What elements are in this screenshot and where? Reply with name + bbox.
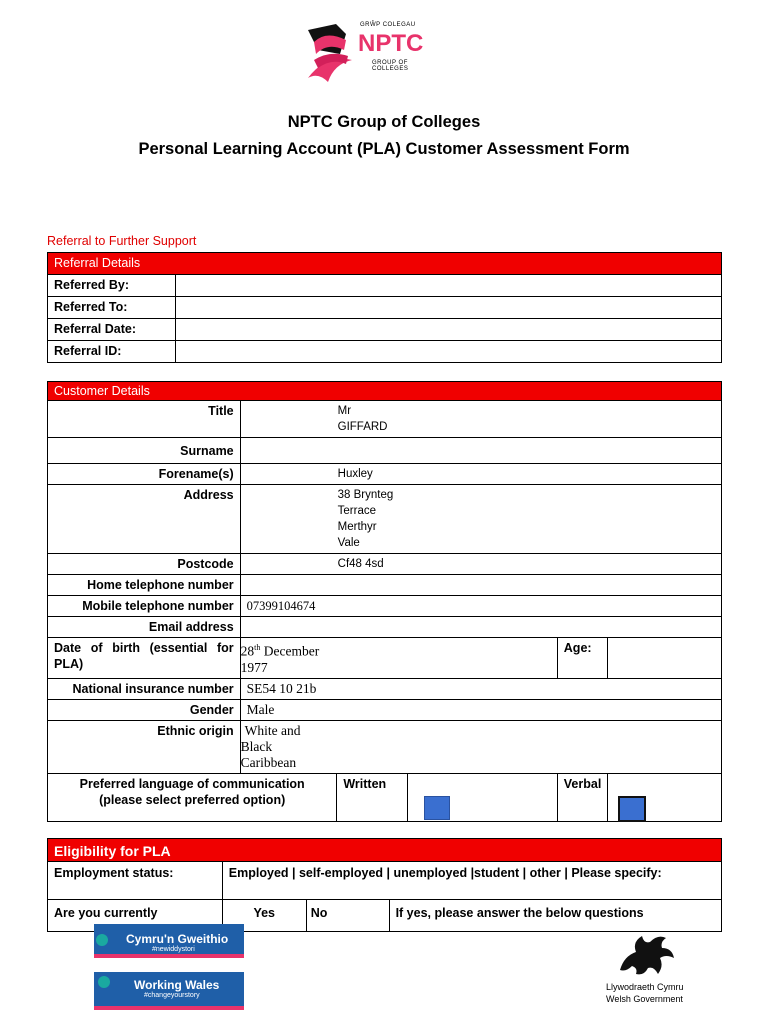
- referral-section-label: Referral to Further Support: [47, 234, 197, 248]
- address-field[interactable]: [240, 485, 721, 554]
- title-value: Mr: [337, 405, 352, 417]
- forename-label: Forename(s): [48, 464, 241, 485]
- referral-header: Referral Details: [48, 253, 722, 275]
- referral-date-field[interactable]: [176, 319, 722, 341]
- email-field[interactable]: [240, 617, 721, 638]
- ni-field[interactable]: SE54 10 21b: [240, 678, 721, 699]
- logo-subtitle: GROUP OF COLLEGES: [372, 60, 409, 72]
- language-label: [48, 773, 337, 821]
- ethnic-line: White and: [244, 722, 301, 738]
- age-label: Age:: [557, 638, 608, 679]
- title-value-2: GIFFARD: [337, 421, 388, 433]
- smile-icon: [98, 976, 110, 988]
- page-title: NPTC Group of Colleges: [287, 113, 481, 131]
- address-line: Terrace: [337, 505, 376, 517]
- yes-option[interactable]: Yes: [222, 900, 306, 932]
- postcode-field[interactable]: Cf48 4sd: [240, 554, 721, 575]
- surname-field[interactable]: [240, 438, 721, 464]
- language-label-line2: (please select preferred option): [99, 792, 286, 807]
- referred-by-label: Referred By:: [48, 275, 176, 297]
- employment-status-options[interactable]: Employed | self-employed | unemployed |student | other | Please specify:: [222, 862, 721, 900]
- title-field[interactable]: [240, 401, 721, 438]
- currently-label: Are you currently: [48, 900, 223, 932]
- surname-label: Surname: [48, 438, 241, 464]
- table-row: [48, 297, 722, 319]
- logo-welsh-name: GRŴP COLEGAU: [360, 22, 416, 28]
- written-option[interactable]: [408, 773, 558, 821]
- ethnic-line: Caribbean: [240, 754, 297, 770]
- badge1-tag: #newiddystori: [152, 946, 195, 953]
- cymrun-gweithio-badge: [94, 924, 244, 958]
- smile-icon: [96, 934, 108, 946]
- dob-field[interactable]: [240, 638, 557, 679]
- mobile-telephone-label: Mobile telephone number: [48, 596, 241, 617]
- verbal-option[interactable]: [608, 773, 722, 821]
- referred-by-field[interactable]: [176, 275, 722, 297]
- address-line: 38 Brynteg: [337, 489, 394, 501]
- ni-label: National insurance number: [48, 678, 241, 699]
- nptc-logo: [306, 20, 432, 90]
- dob-label: Date of birth (essential for PLA): [48, 638, 241, 679]
- title-label: Title: [48, 401, 241, 438]
- table-row: [48, 275, 722, 297]
- eligibility-table: [47, 838, 722, 932]
- home-telephone-field[interactable]: [240, 575, 721, 596]
- table-row: [48, 319, 722, 341]
- dragon-icon: [614, 930, 678, 980]
- verbal-checkbox[interactable]: [618, 796, 646, 822]
- home-telephone-label: Home telephone number: [48, 575, 241, 596]
- postcode-label: Postcode: [48, 554, 241, 575]
- no-option[interactable]: No: [306, 900, 389, 932]
- age-field[interactable]: [608, 638, 722, 679]
- ethnic-origin-field[interactable]: [240, 720, 721, 773]
- email-label: Email address: [48, 617, 241, 638]
- if-yes-text: If yes, please answer the below questions: [389, 900, 721, 932]
- badge2-tag: #changeyourstory: [144, 992, 200, 999]
- dob-day: 28: [240, 643, 255, 659]
- customer-details-table: [47, 381, 722, 822]
- gov-line2: Welsh Government: [606, 994, 683, 1004]
- eligibility-header: Eligibility for PLA: [48, 839, 722, 862]
- language-label-line1: Preferred language of communication: [79, 776, 305, 791]
- dob-suffix: th: [254, 643, 261, 652]
- gov-line1: Llywodraeth Cymru: [606, 982, 684, 992]
- referred-to-label: Referred To:: [48, 297, 176, 319]
- written-checkbox[interactable]: [424, 796, 450, 820]
- badge2-title: Working Wales: [134, 978, 220, 992]
- gender-field[interactable]: Male: [240, 699, 721, 720]
- referred-to-field[interactable]: [176, 297, 722, 319]
- address-line: Vale: [337, 537, 360, 549]
- ethnic-origin-label: Ethnic origin: [48, 720, 241, 773]
- referral-id-label: Referral ID:: [48, 341, 176, 363]
- logo-name: NPTC: [358, 30, 424, 57]
- referral-date-label: Referral Date:: [48, 319, 176, 341]
- written-label: Written: [337, 773, 408, 821]
- forename-field[interactable]: Huxley: [240, 464, 721, 485]
- mobile-telephone-field[interactable]: 07399104674: [240, 596, 721, 617]
- customer-header: Customer Details: [48, 382, 722, 401]
- employment-status-label: Employment status:: [48, 862, 223, 900]
- badge1-title: Cymru'n Gweithio: [126, 932, 229, 946]
- welsh-government-logo: [600, 930, 710, 1010]
- address-label: Address: [48, 485, 241, 554]
- working-wales-badge: [94, 972, 244, 1010]
- referral-table: [47, 252, 722, 363]
- verbal-label: Verbal: [557, 773, 608, 821]
- page-subtitle: Personal Learning Account (PLA) Customer Assessment Form: [138, 140, 630, 158]
- dob-month: December: [260, 643, 320, 659]
- table-row: [48, 341, 722, 363]
- referral-id-field[interactable]: [176, 341, 722, 363]
- dob-year: 1977: [240, 659, 268, 675]
- ethnic-line: Black: [240, 738, 273, 754]
- address-line: Merthyr: [337, 521, 377, 533]
- gender-label: Gender: [48, 699, 241, 720]
